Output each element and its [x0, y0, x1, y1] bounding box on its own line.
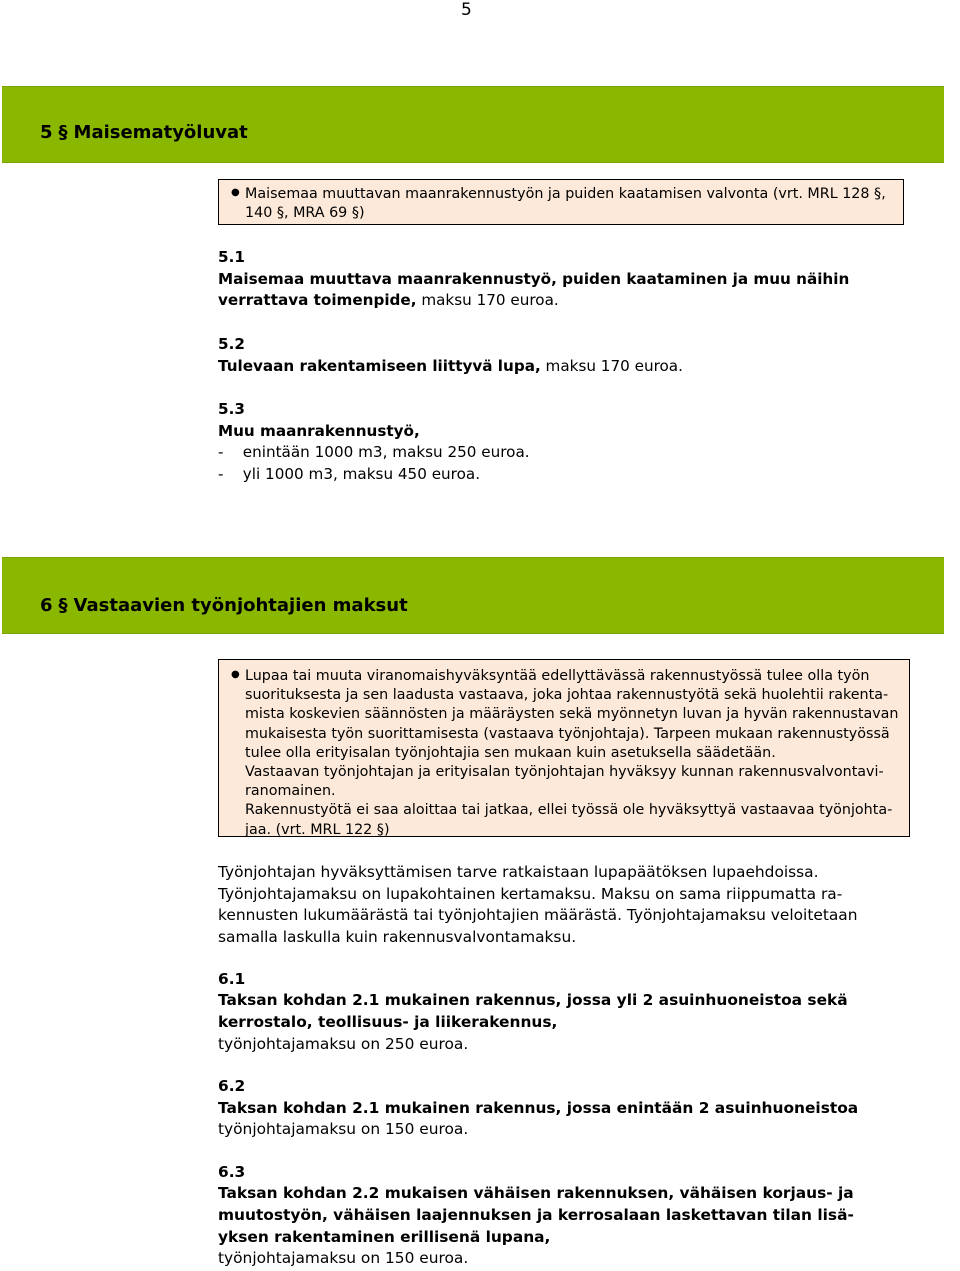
section-6-title: Vastaavien työnjohtajien maksut — [73, 595, 408, 616]
box-line: 140 §, MRA 69 §) — [245, 205, 365, 222]
body-line: Työnjohtajamaksu on lupakohtainen kertamaksu. Maksu on sama riippumatta ra- — [218, 885, 843, 903]
box-line: mukaisesta työn suorittamisesta (vastaava työnjohtaja). Tarpeen mukaan rakennustyössä — [245, 725, 890, 742]
section-6-heading-band — [2, 557, 944, 634]
item-5-1 — [218, 247, 849, 312]
bullet-icon: ● — [231, 187, 240, 198]
box-line: mista koskevien säännösten ja määräysten sekä myönnetyn luvan ja hyvän rakennustavan — [245, 706, 899, 723]
item-number: 5.1 — [218, 248, 245, 266]
section-5-heading — [40, 122, 248, 144]
item-fee: työnjohtajamaksu on 250 euroa. — [218, 1035, 469, 1053]
item-heading: muutostyön, vähäisen laajennuksen ja kerrosalaan laskettavan tilan lisä- — [218, 1206, 854, 1224]
section-5-legal-box — [218, 179, 904, 225]
item-heading: yksen rakentaminen erillisenä lupana, — [218, 1228, 551, 1246]
section-5-title: Maisematyöluvat — [73, 122, 248, 143]
section-6-heading — [40, 595, 408, 617]
item-heading: Tulevaan rakentamiseen liittyvä lupa, — [218, 356, 541, 375]
item-5-2 — [218, 334, 683, 377]
item-fee: työnjohtajamaksu on 150 euroa. — [218, 1249, 469, 1267]
section-symbol: § — [58, 595, 68, 616]
section-6-legal-text — [245, 667, 899, 840]
item-number: 5.2 — [218, 335, 245, 353]
section-5-number: 5 — [40, 122, 53, 143]
item-fee: - enintään 1000 m3, maksu 250 euroa. — [218, 443, 530, 462]
item-number: 6.2 — [218, 1077, 246, 1095]
box-line: jaa. (vrt. MRL 122 §) — [245, 821, 390, 838]
item-heading: Taksan kohdan 2.2 mukaisen vähäisen rakennuksen, vähäisen korjaus- ja — [218, 1184, 854, 1202]
item-number: 6.3 — [218, 1163, 246, 1181]
bullet-icon: ● — [231, 669, 240, 680]
box-line: Rakennustyötä ei saa aloittaa tai jatkaa, ellei työssä ole hyväksyttyä vastaavaa työnjohta- — [245, 802, 893, 819]
box-line: Lupaa tai muuta viranomaishyväksyntää edellyttävässä rakennustyössä tulee olla työn — [245, 668, 870, 684]
item-heading: Taksan kohdan 2.1 mukainen rakennus, jossa yli 2 asuinhuoneistoa sekä — [218, 991, 848, 1009]
item-fee: työnjohtajamaksu on 150 euroa. — [218, 1120, 469, 1138]
item-5-3 — [218, 399, 530, 486]
item-number: 5.3 — [218, 400, 245, 418]
body-line: samalla laskulla kuin rakennusvalvontamaksu. — [218, 928, 577, 946]
item-heading: kerrostalo, teollisuus- ja liikerakennus, — [218, 1013, 558, 1031]
page-number: 5 — [461, 0, 472, 20]
item-heading: Muu maanrakennustyö, — [218, 421, 420, 440]
item-heading: verrattava toimenpide, — [218, 291, 417, 310]
box-line: suorituksesta ja sen laadusta vastaava, joka johtaa rakennustyötä sekä huolehtii rakenta- — [245, 687, 889, 704]
item-heading: Taksan kohdan 2.1 mukainen rakennus, jossa enintään 2 asuinhuoneistoa — [218, 1099, 859, 1117]
item-number: 6.1 — [218, 970, 246, 988]
box-line: Maisemaa muuttavan maanrakennustyön ja puiden kaatamisen valvonta (vrt. MRL 128 §, — [245, 186, 886, 202]
box-line: ranomainen. — [245, 783, 336, 800]
section-symbol: § — [58, 122, 68, 143]
box-line: tulee olla erityisalan työnjohtajia sen mukaan kuin asetuksella säädetään. — [245, 744, 776, 761]
item-fee: maksu 170 euroa. — [416, 291, 559, 310]
item-heading: Maisemaa muuttava maanrakennustyö, puiden kaataminen ja muu näihin — [218, 269, 850, 288]
section-6-number: 6 — [40, 595, 53, 616]
box-line: Vastaavan työnjohtajan ja erityisalan työnjohtajan hyväksyy kunnan rakennusvalvontavi- — [245, 764, 884, 781]
item-fee: maksu 170 euroa. — [540, 356, 683, 375]
item-fee: - yli 1000 m3, maksu 450 euroa. — [218, 465, 481, 484]
section-6-legal-box — [218, 659, 910, 837]
section-5-heading-band — [2, 86, 944, 163]
section-5-legal-text — [245, 185, 893, 223]
body-line: kennusten lukumäärästä tai työnjohtajien määrästä. Työnjohtajamaksu veloitetaan — [218, 906, 858, 924]
body-line: Työnjohtajan hyväksyttämisen tarve ratkaistaan lupapäätöksen lupaehdoissa. — [218, 863, 819, 881]
